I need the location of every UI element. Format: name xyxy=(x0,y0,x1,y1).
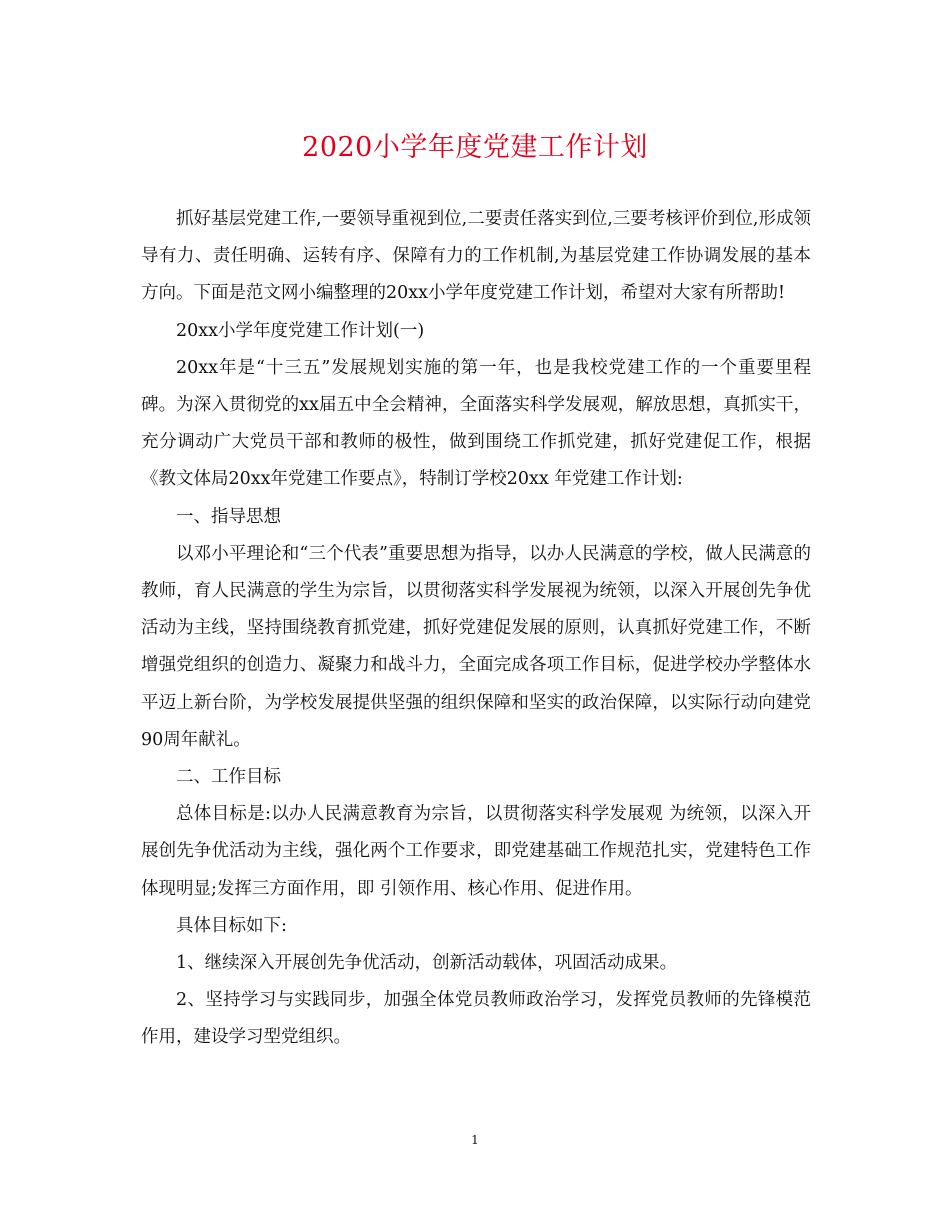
document-body xyxy=(141,201,811,1057)
list-item-goal-2: 2、坚持学习与实践同步，加强全体党员教师政治学习，发挥党员教师的先锋模范作用，建设学习型党组织。 xyxy=(141,990,811,1048)
paragraph-plan-heading: 20xx小学年度党建工作计划(一) xyxy=(176,320,425,341)
document-title: 2020小学年度党建工作计划 xyxy=(302,132,648,163)
paragraph-plan-overview: 20xx年是“十三五”发展规划实施的第一年，也是我校党建工作的一个重要里程碑。为深入贯彻党的xx届五中全会精神，全面落实科学发展观，解放思想，真抓实干，充分调动广大党员干部和教师的极性，做到围绕工作抓党建，抓好党建促工作，根据《教文体局20xx年党建工作要点》，特制订学校20xx 年党建工作计划: xyxy=(141,357,811,490)
paragraph-guiding-ideology: 以邓小平理论和“三个代表”重要思想为指导，以办人民满意的学校，做人民满意的教师，育人民满意的学生为宗旨，以贯彻落实科学发展视为统领，以深入开展创先争优活动为主线，坚持围绕教育抓党建，抓好党建促发展的原则，认真抓好党建工作，不断增强党组织的创造力、凝聚力和战斗力，全面完成各项工作目标，促进学校办学整体水平迈上新台阶，为学校发展提供坚强的组织保障和坚实的政治保障，以实际行动向建党90周年献礼。 xyxy=(141,543,811,750)
paragraph-specific-goals-intro: 具体目标如下: xyxy=(176,915,287,936)
section-heading-work-goals: 二、工作目标 xyxy=(176,767,281,788)
paragraph-overall-goals: 总体目标是:以办人民满意教育为宗旨，以贯彻落实科学发展观 为统领，以深入开展创先争优活动为主线，强化两个工作要求，即党建基础工作规范扎实，党建特色工作体现明显;发挥三方面作用，即 引领作用、核心作用、促进作用。 xyxy=(141,804,811,899)
page-number: 1 xyxy=(471,1133,479,1147)
section-heading-guiding-ideology: 一、指导思想 xyxy=(176,506,281,527)
list-item-goal-1: 1、继续深入开展创先争优活动，创新活动载体，巩固活动成果。 xyxy=(176,953,678,974)
paragraph-intro: 抓好基层党建工作,一要领导重视到位,二要责任落实到位,三要考核评价到位,形成领导有力、责任明确、运转有序、保障有力的工作机制,为基层党建工作协调发展的基本方向。下面是范文网小编整理的20xx小学年度党建工作计划，希望对大家有所帮助! xyxy=(141,209,811,304)
